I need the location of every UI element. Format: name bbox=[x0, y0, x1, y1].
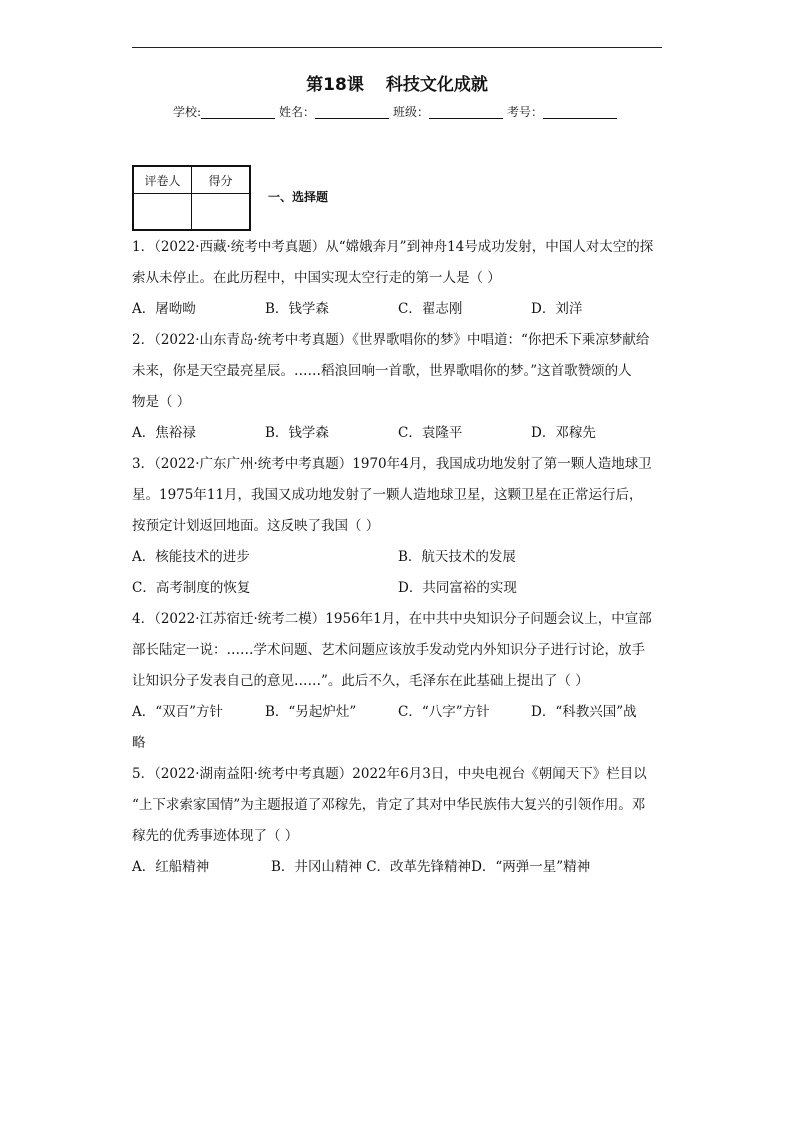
name-field[interactable] bbox=[315, 106, 389, 119]
option-a[interactable]: A．焦裕禄 bbox=[132, 425, 196, 441]
option-a[interactable]: A．屠呦呦 bbox=[132, 301, 196, 317]
options-row-2 bbox=[132, 573, 664, 604]
class-field[interactable] bbox=[429, 106, 503, 119]
option-d[interactable]: D．邓稼先 bbox=[531, 425, 596, 441]
option-c[interactable]: C．翟志刚 bbox=[398, 301, 463, 317]
exam-number-field[interactable] bbox=[543, 106, 617, 119]
question-3 bbox=[132, 449, 664, 604]
options bbox=[132, 418, 664, 449]
question-text: 星。1975年11月，我国又成功地发射了一颗人造地球卫星，这颗卫星在正常运行后， bbox=[132, 487, 643, 503]
option-c[interactable]: C．高考制度的恢复 bbox=[132, 580, 251, 596]
question-text: 按预定计划返回地面。这反映了我国（ ） bbox=[132, 518, 380, 534]
question-text: “上下求索家国情”为主题报道了邓稼先，肯定了其对中华民族伟大复兴的引领作用。邓 bbox=[132, 797, 646, 813]
question-text: 让知识分子发表自己的意见……”。此后不久，毛泽东在此基础上提出了（ ） bbox=[132, 673, 589, 689]
question-text: 稼先的优秀事迹体现了（ ） bbox=[132, 828, 299, 844]
question-text: 未来，你是天空最亮星辰。……稻浪回响一首歌，世界歌唱你的梦。”这首歌赞颂的人 bbox=[132, 363, 632, 379]
options-row-1 bbox=[132, 542, 664, 573]
option-c[interactable]: C．“八字”方针 bbox=[398, 704, 490, 720]
option-d-wrap: 略 bbox=[132, 735, 146, 751]
option-c[interactable]: C．改革先锋精神 bbox=[366, 859, 472, 875]
question-text: 2．（2022·山东青岛·统考中考真题）《世界歌唱你的梦》中唱道：“你把禾下乘凉梦献给 bbox=[132, 332, 650, 348]
option-d[interactable]: D．“科教兴国”战 bbox=[531, 704, 637, 720]
option-a[interactable]: A．红船精神 bbox=[132, 859, 210, 875]
question-text: 4．（2022·江苏宿迁·统考二模）1956年1月，在中共中央知识分子问题会议上，中宣部 bbox=[132, 611, 652, 627]
option-b[interactable]: B．钱学森 bbox=[265, 301, 329, 317]
name-label: 姓名： bbox=[279, 105, 316, 119]
lesson-number: 第18课 bbox=[306, 75, 364, 95]
page-title bbox=[0, 70, 794, 95]
question-text: 3．（2022·广东广州·统考中考真题）1970年4月，我国成功地发射了第一颗人造地球卫 bbox=[132, 456, 652, 472]
question-2 bbox=[132, 325, 664, 449]
score-cell bbox=[192, 194, 251, 231]
option-d[interactable]: D．刘洋 bbox=[531, 301, 583, 317]
question-text: 1．（2022·西藏·统考中考真题）从“嫦娥奔月”到神舟14号成功发射，中国人对太空的探 bbox=[132, 239, 654, 255]
question-text: 物是（ ） bbox=[132, 394, 191, 410]
exam-number-label: 考号： bbox=[507, 105, 544, 119]
student-info-line bbox=[0, 103, 794, 121]
option-a[interactable]: A．核能技术的进步 bbox=[132, 549, 250, 565]
grader-cell bbox=[133, 194, 192, 231]
class-label: 班级： bbox=[393, 105, 430, 119]
question-4 bbox=[132, 604, 664, 759]
options bbox=[132, 852, 664, 883]
school-label: 学校: bbox=[172, 105, 201, 119]
option-b[interactable]: B．井冈山精神 bbox=[271, 859, 362, 875]
score-header: 得分 bbox=[192, 166, 251, 194]
question-5 bbox=[132, 759, 664, 883]
question-text: 索从未停止。在此历程中，中国实现太空行走的第一人是（ ） bbox=[132, 270, 501, 286]
lesson-title: 科技文化成就 bbox=[385, 75, 488, 95]
grader-header: 评卷人 bbox=[133, 166, 192, 194]
option-d[interactable]: D．共同富裕的实现 bbox=[398, 580, 517, 596]
option-d[interactable]: D．“两弹一星”精神 bbox=[471, 859, 591, 875]
option-a[interactable]: A．“双百”方针 bbox=[132, 704, 224, 720]
score-table bbox=[132, 165, 251, 231]
options bbox=[132, 294, 664, 325]
option-b[interactable]: B．“另起炉灶” bbox=[265, 704, 357, 720]
question-text: 部长陆定一说：……学术问题、艺术问题应该放手发动党内外知识分子进行讨论，放手 bbox=[132, 642, 645, 658]
header-rule bbox=[132, 47, 662, 48]
options bbox=[132, 697, 664, 728]
question-text: 5．（2022·湖南益阳·统考中考真题）2022年6月3日，中央电视台《朝闻天下》栏目以 bbox=[132, 766, 647, 782]
option-b[interactable]: B．航天技术的发展 bbox=[398, 549, 516, 565]
question-1 bbox=[132, 232, 664, 325]
option-c[interactable]: C．袁隆平 bbox=[398, 425, 463, 441]
section-heading: 一、选择题 bbox=[268, 190, 329, 204]
school-field[interactable] bbox=[201, 106, 275, 119]
option-b[interactable]: B．钱学森 bbox=[265, 425, 329, 441]
question-list bbox=[132, 232, 664, 883]
